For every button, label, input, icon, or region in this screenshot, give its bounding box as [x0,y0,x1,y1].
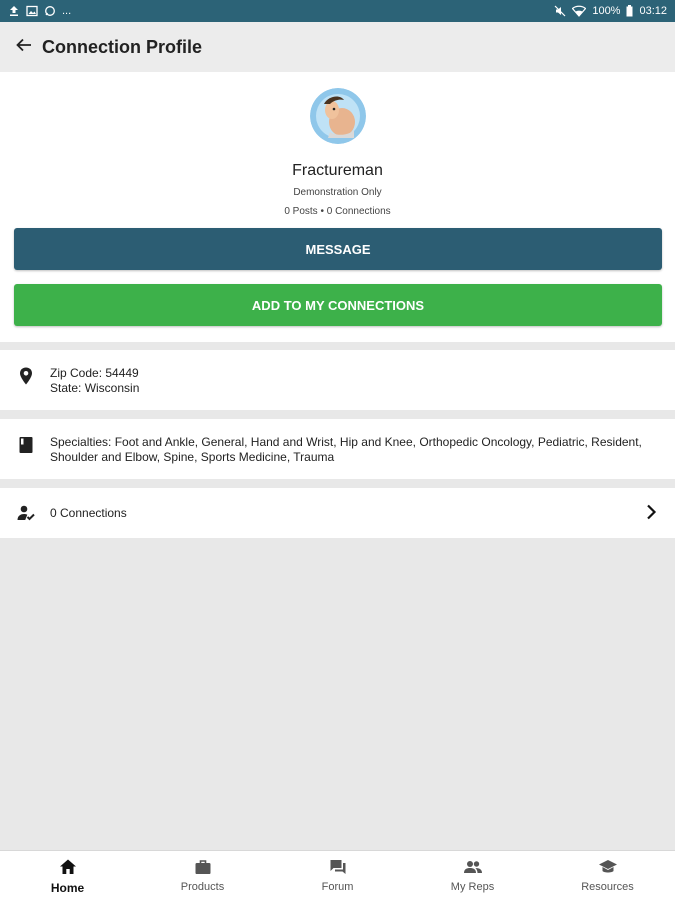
wifi-icon [572,5,586,17]
location-pin-icon [16,366,36,386]
app-bar [0,22,675,72]
add-to-connections-button[interactable]: ADD TO MY CONNECTIONS [14,284,662,326]
specialties-text: Specialties: Foot and Ankle, General, Hand and Wrist, Hip and Knee, Orthopedic Oncology, Pediatric, Resident, Shoulder and Elbow, Spine, Sports Medicine, Trauma [50,435,642,464]
profile-subtitle: Demonstration Only [293,187,382,198]
battery-icon [626,5,633,17]
nav-my-reps[interactable] [405,851,540,900]
nav-home[interactable] [0,851,135,900]
people-icon [463,858,483,876]
arrow-back-icon [15,36,33,59]
nav-forum[interactable] [270,851,405,900]
nav-home-label: Home [50,881,85,895]
connections-label: 0 Connections [50,506,127,520]
bottom-navigation [0,850,675,900]
avatar [310,88,366,144]
briefcase-icon [194,858,212,876]
school-icon [598,858,618,876]
location-text [50,366,139,396]
status-ellipsis: ... [62,5,72,17]
chat-icon [44,5,56,17]
person-check-icon [16,503,36,523]
image-icon [26,5,38,17]
profile-stats: 0 Posts • 0 Connections [284,206,391,217]
nav-my-reps-label: My Reps [450,881,495,893]
status-bar [0,0,675,22]
nav-forum-label: Forum [321,881,354,893]
message-button[interactable]: MESSAGE [14,228,662,270]
book-icon [16,435,36,455]
upload-icon [8,5,20,17]
zip-code: Zip Code: 54449 [50,366,139,380]
nav-products-label: Products [180,881,225,893]
chevron-right-icon [641,502,661,522]
nav-resources[interactable] [540,851,675,900]
profile-card [0,72,675,342]
back-button[interactable] [0,22,48,72]
connections-row[interactable] [0,488,675,538]
profile-name: Fractureman [292,162,383,179]
clock: 03:12 [639,5,667,17]
page-title: Connection Profile [42,36,203,57]
battery-percent: 100% [592,5,621,17]
location-section [0,350,675,410]
forum-icon [329,858,347,876]
specialties-section [0,419,675,479]
state: State: Wisconsin [50,381,140,395]
home-icon [59,858,77,876]
mute-icon [554,5,566,17]
nav-resources-label: Resources [581,881,634,893]
nav-products[interactable] [135,851,270,900]
